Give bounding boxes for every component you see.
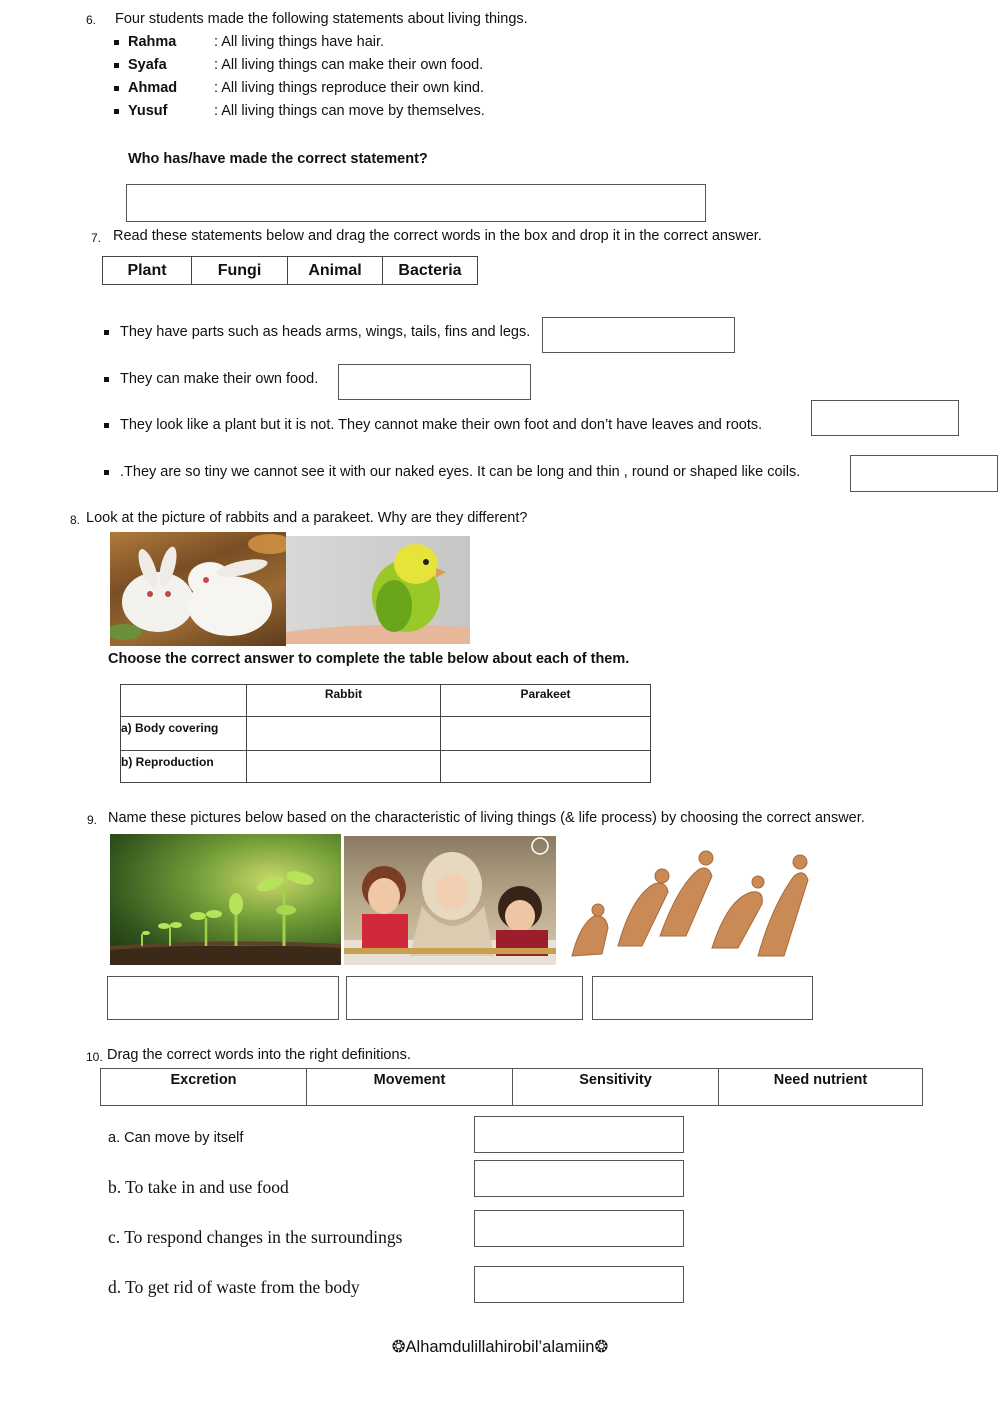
row-label-reproduction: b) Reproduction: [121, 751, 247, 783]
q7-drop-box[interactable]: [542, 317, 735, 353]
q8-answer-cell[interactable]: [441, 751, 651, 783]
q6-student-statement: : All living things reproduce their own kind.: [214, 80, 485, 96]
q10-drop-box[interactable]: [474, 1266, 684, 1303]
q10-definition: c. To respond changes in the surroundings: [108, 1227, 403, 1247]
q7-drop-box[interactable]: [811, 400, 959, 436]
q6-question: Who has/have made the correct statement?: [128, 151, 428, 167]
q7-statement: They have parts such as heads arms, wings, tails, fins and legs.: [120, 324, 531, 340]
q10-drop-box[interactable]: [474, 1210, 684, 1247]
q8-prompt: Look at the picture of rabbits and a parakeet. Why are they different?: [86, 510, 528, 526]
bullet-square-icon: [114, 40, 119, 45]
word-excretion[interactable]: Excretion: [101, 1069, 307, 1106]
bullet-square-icon: [104, 470, 109, 475]
bullet-square-icon: [104, 330, 109, 335]
q8-answer-cell[interactable]: [247, 717, 441, 751]
parakeet-illustration: [286, 536, 470, 644]
bullet-square-icon: [104, 423, 109, 428]
q8-table-corner: [121, 685, 247, 717]
q7-word-bank: [102, 256, 478, 285]
column-header-parakeet: Parakeet: [441, 685, 651, 717]
seedlings-photo: [110, 834, 341, 965]
q7-statement: .They are so tiny we cannot see it with our naked eyes. It can be long and thin , round or shaped like coils.: [120, 464, 801, 480]
word-bacteria[interactable]: Bacteria: [383, 257, 478, 285]
word-movement[interactable]: Movement: [307, 1069, 513, 1106]
q8-instruction: Choose the correct answer to complete the table below about each of them.: [108, 651, 630, 667]
q6-student-name: Ahmad: [128, 80, 178, 96]
q7-statement: They can make their own food.: [120, 371, 319, 387]
q10-drop-box[interactable]: [474, 1116, 684, 1153]
rabbits-illustration: [110, 532, 286, 646]
children-eating-photo: [344, 836, 556, 965]
q10-definition: d. To get rid of waste from the body: [108, 1277, 360, 1297]
q7-number: 7.: [91, 231, 102, 245]
q6-student-name: Syafa: [128, 57, 167, 73]
q7-statement: They look like a plant but it is not. They cannot make their own foot and don’t have leaves and roots.: [120, 417, 763, 433]
q10-definition: a. Can move by itself: [108, 1130, 244, 1146]
seedlings-illustration: [110, 834, 341, 965]
q6-number: 6.: [86, 13, 97, 27]
bullet-square-icon: [114, 63, 119, 68]
q6-student-statement: : All living things have hair.: [214, 34, 385, 50]
word-animal[interactable]: Animal: [288, 257, 383, 285]
q6-prompt: Four students made the following statements about living things.: [115, 11, 528, 27]
parakeet-photo: [286, 536, 470, 644]
q7-prompt: Read these statements below and drag the correct words in the box and drop it in the correct answer.: [113, 228, 762, 244]
children-eating-illustration: [344, 836, 556, 965]
word-sensitivity[interactable]: Sensitivity: [513, 1069, 719, 1106]
q9-prompt: Name these pictures below based on the characteristic of living things (& life process) by choosing the correct answer.: [108, 810, 865, 826]
q10-drop-box[interactable]: [474, 1160, 684, 1197]
bullet-square-icon: [114, 86, 119, 91]
q8-number: 8.: [70, 513, 81, 527]
q7-drop-box[interactable]: [850, 455, 998, 492]
word-need-nutrient[interactable]: Need nutrient: [719, 1069, 923, 1106]
q6-answer-box[interactable]: [126, 184, 706, 222]
q10-definition: b. To take in and use food: [108, 1177, 289, 1197]
footer-text: ❂Alhamdulillahirobil’alamiin❂: [391, 1338, 609, 1356]
q9-answer-box[interactable]: [346, 976, 583, 1020]
word-fungi[interactable]: Fungi: [192, 257, 288, 285]
kangaroos-photo: [562, 836, 814, 966]
q6-student-statement: : All living things can make their own food.: [214, 57, 484, 73]
row-label-body-covering: a) Body covering: [121, 717, 247, 751]
q10-number: 10.: [86, 1050, 103, 1064]
kangaroos-illustration: [562, 836, 814, 966]
q9-number: 9.: [87, 813, 98, 827]
rabbits-photo: [110, 532, 286, 646]
q8-table: [120, 684, 651, 783]
column-header-rabbit: Rabbit: [247, 685, 441, 717]
q8-answer-cell[interactable]: [441, 717, 651, 751]
q6-student-name: Yusuf: [128, 103, 168, 119]
q9-answer-box[interactable]: [107, 976, 339, 1020]
q9-answer-box[interactable]: [592, 976, 813, 1020]
q8-answer-cell[interactable]: [247, 751, 441, 783]
bullet-square-icon: [114, 109, 119, 114]
bullet-square-icon: [104, 377, 109, 382]
q10-prompt: Drag the correct words into the right definitions.: [107, 1047, 411, 1063]
q6-student-name: Rahma: [128, 34, 177, 50]
q10-word-bank: [100, 1068, 923, 1106]
q6-student-statement: : All living things can move by themselves.: [214, 103, 485, 119]
q7-drop-box[interactable]: [338, 364, 531, 400]
word-plant[interactable]: Plant: [103, 257, 192, 285]
